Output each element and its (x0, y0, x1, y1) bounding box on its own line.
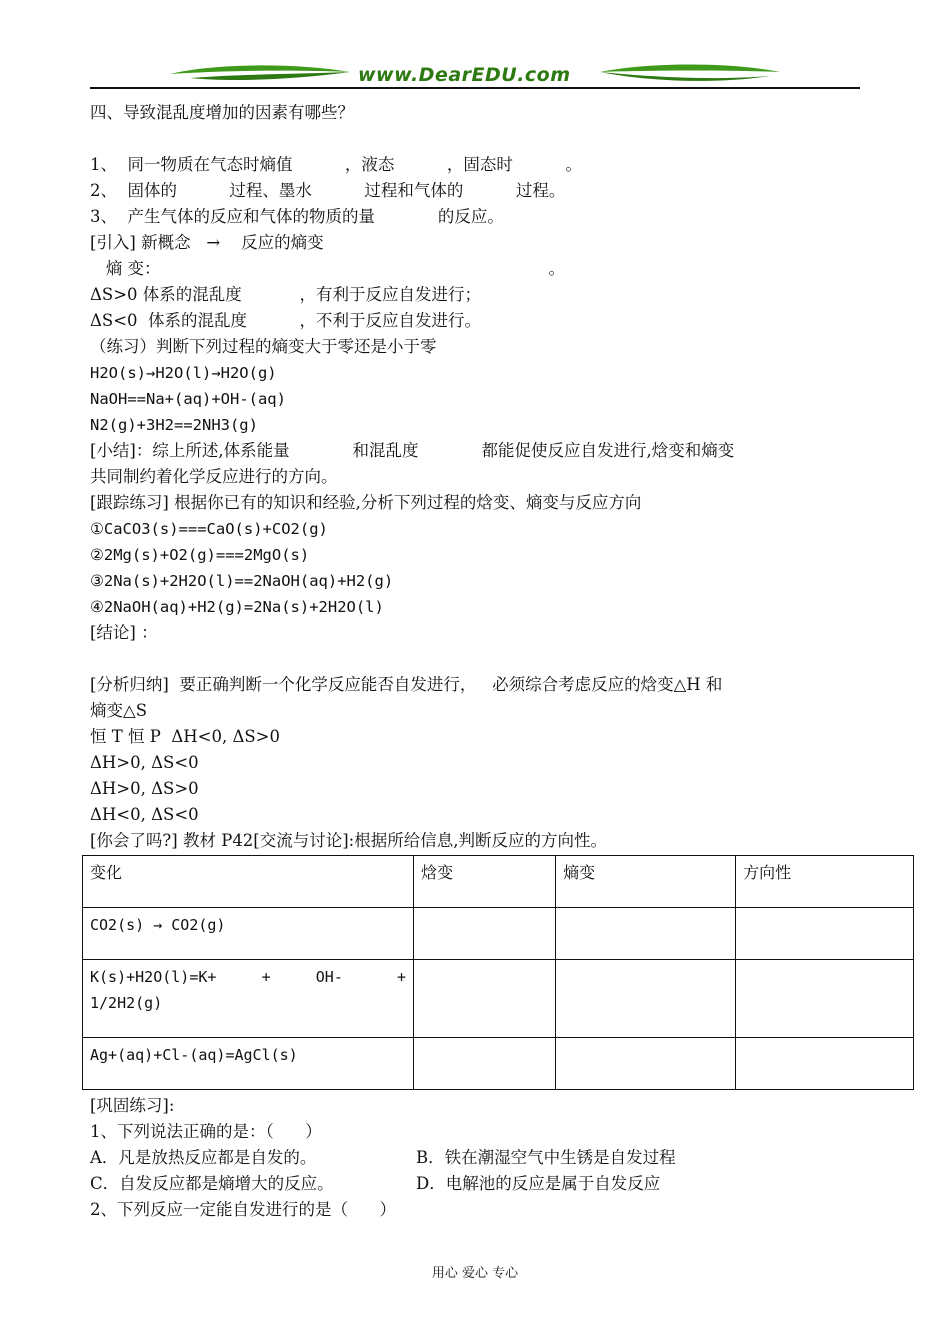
table-cell-empty[interactable] (556, 908, 736, 960)
text-line: （练习）判断下列过程的熵变大于零还是小于零 (90, 337, 437, 356)
equation-line: N2(g)+3H2==2NH3(g) (90, 416, 258, 434)
text-line: 1、 同一物质在气态时熵值 ，液态 ，固态时 。 (90, 155, 582, 174)
option-a: A．凡是放热反应都是自发的。 (90, 1148, 317, 1167)
page-footer: 用心 爱心 专心 (431, 1266, 519, 1281)
text-line: ΔH>0, ΔS>0 (90, 779, 199, 798)
text-line: [结论] ： (90, 623, 158, 642)
table-header-row (83, 856, 914, 908)
text-line: ΔS<0 体系的混乱度 ，不利于反应自发进行。 (90, 311, 481, 330)
table-cell-line: 1/2H2(g) (90, 994, 163, 1012)
option-d: D．电解池的反应是属于自发反应 (416, 1174, 661, 1193)
table-cell-empty[interactable] (414, 1038, 556, 1090)
option-b: B．铁在潮湿空气中生锈是自发过程 (416, 1148, 676, 1167)
question-2: 2、下列反应一定能自发进行的是（ ） (90, 1200, 396, 1219)
table-cell-empty[interactable] (736, 908, 914, 960)
equation-line: NaOH==Na+(aq)+OH-(aq) (90, 390, 286, 408)
table-cell-empty[interactable] (414, 960, 556, 1038)
exercise-title: [巩固练习]: (90, 1096, 175, 1115)
text-line: 3、 产生气体的反应和气体的物质的量 的反应。 (90, 207, 504, 226)
equation-line: ④2NaOH(aq)+H2(g)=2Na(s)+2H2O(l) (90, 598, 384, 616)
text-line: 熵 变： 。 (90, 259, 566, 278)
text-line: ΔH<0, ΔS<0 (90, 805, 199, 824)
text-line: 熵变△S (90, 701, 147, 720)
text-line: [你会了吗?] 教材 P42[交流与讨论]:根据所给信息,判断反应的方向性。 (90, 831, 607, 850)
section-heading: 四、导致混乱度增加的因素有哪些？ (90, 103, 354, 122)
equation-line: H2O(s)→H2O(l)→H2O(g) (90, 364, 277, 382)
text-line: ΔS>0 体系的混乱度 ，有利于反应自发进行； (90, 285, 481, 304)
site-brand[interactable]: www.DearEDU.com (358, 64, 571, 86)
table-row (83, 1038, 914, 1090)
text-line: 2、 固体的 过程、墨水 过程和气体的 过程。 (90, 181, 566, 200)
question-1: 1、下列说法正确的是：（ ） (90, 1122, 322, 1141)
text-line: [分析归纳] 要正确判断一个化学反应能否自发进行， 必须综合考虑反应的焓变△H 和 (90, 675, 723, 694)
text-line: [小结]：综上所述,体系能量 和混乱度 都能促使反应自发进行,焓变和熵变 (90, 441, 735, 460)
table-cell-empty[interactable] (556, 1038, 736, 1090)
table-cell-empty[interactable] (736, 1038, 914, 1090)
reaction-direction-table (82, 855, 914, 1090)
table-cell-empty[interactable] (414, 908, 556, 960)
table-header-cell: 方向性 (736, 856, 914, 908)
table-cell: CO2(s) → CO2(g) (83, 908, 414, 960)
table-cell (83, 960, 414, 1038)
equation-line: ①CaCO3(s)===CaO(s)+CO2(g) (90, 520, 328, 538)
text-line: 共同制约着化学反应进行的方向。 (90, 467, 338, 486)
table-header-cell: 熵变 (556, 856, 736, 908)
table-header-cell: 焓变 (414, 856, 556, 908)
text-line: 恒 T 恒 P ΔH<0, ΔS>0 (90, 727, 280, 746)
table-row (83, 960, 914, 1038)
equation-line: ②2Mg(s)+O2(g)===2MgO(s) (90, 546, 310, 564)
equation-line: ③2Na(s)+2H2O(l)==2NaOH(aq)+H2(g) (90, 572, 394, 590)
table-cell-line: K(s)+H2O(l)=K+ + OH- + (90, 968, 407, 986)
table-cell: Ag+(aq)+Cl-(aq)=AgCl(s) (83, 1038, 414, 1090)
header-banner (90, 58, 860, 92)
text-line: [跟踪练习] 根据你已有的知识和经验,分析下列过程的焓变、熵变与反应方向 (90, 493, 642, 512)
option-c: C．自发反应都是熵增大的反应。 (90, 1174, 334, 1193)
table-header-cell: 变化 (83, 856, 414, 908)
table-row (83, 908, 914, 960)
header-divider (90, 87, 860, 89)
text-line: ΔH>0, ΔS<0 (90, 753, 199, 772)
table-cell-empty[interactable] (736, 960, 914, 1038)
text-line: [引入] 新概念 → 反应的熵变 (90, 233, 324, 252)
table-cell-empty[interactable] (556, 960, 736, 1038)
